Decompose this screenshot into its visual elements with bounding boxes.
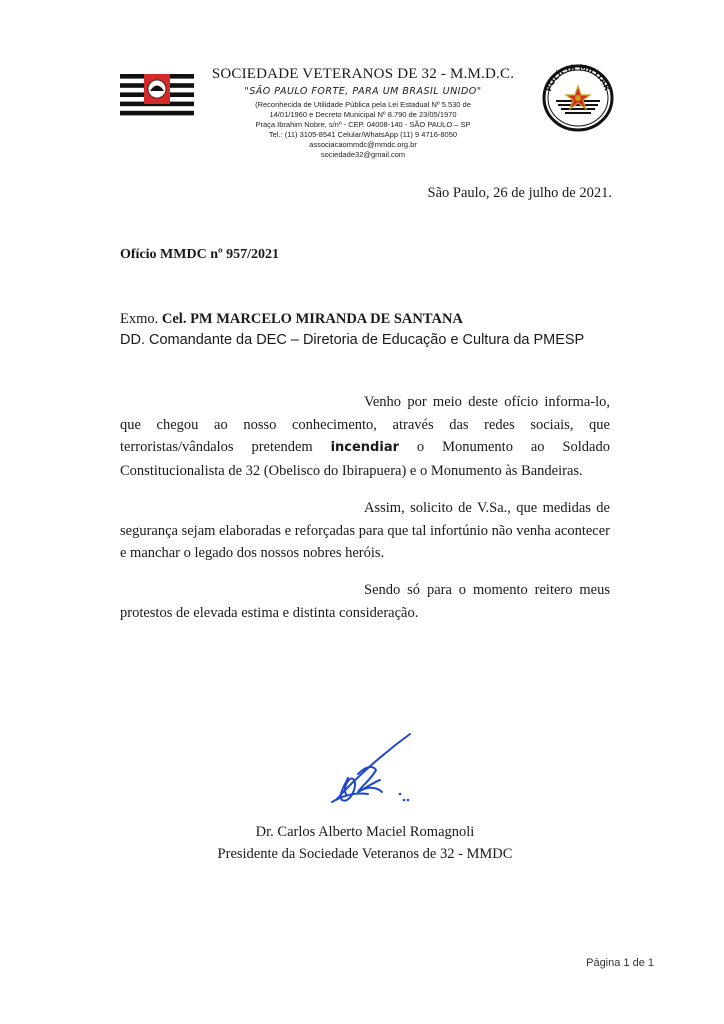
handwritten-signature: [318, 730, 418, 810]
oficio-number: Ofício MMDC nº 957/2021: [120, 247, 279, 262]
recipient-name: Cel. PM MARCELO MIRANDA DE SANTANA: [161, 311, 463, 327]
body-paragraph-3: [120, 579, 610, 624]
body-text: Assim, solicito de V.Sa., que medidas de segurança sejam elaboradas e reforçadas para que tal infortúnio não venha acontecer e manchar o legado dos nossos nobres heróis.: [120, 500, 610, 561]
sao-paulo-flag-logo: [120, 74, 194, 120]
recipient-line: [120, 311, 463, 328]
body-text: Venho por meio deste ofício informa-lo, que chegou ao nosso conhecimento, através das redes sociais, que terroristas/vândalos pretendem: [120, 394, 610, 455]
body-text: Sendo só para o momento reitero meus protestos de elevada estima e distinta consideração.: [120, 582, 610, 621]
letterhead-email: associacaommdc@mmdc.org.br: [309, 140, 417, 149]
body-paragraph-1: [120, 391, 610, 482]
letterhead-line: (Reconhecida de Utilidade Pública pela Lei Estadual Nº 5.530 de: [255, 100, 471, 109]
body-paragraph-2: [120, 497, 610, 565]
recipient-role: DD. Comandante da DEC – Diretoria de Educação e Cultura da PMESP: [120, 332, 585, 348]
letterhead-phone: Tel.: (11) 3105-8541 Celular/WhatsApp (11) 9 4716-8050: [268, 130, 458, 139]
letterhead-title: SOCIEDADE VETERANOS DE 32 - M.M.D.C.: [211, 66, 515, 82]
page-number: Página 1 de 1: [586, 957, 654, 969]
letterhead-motto: "SÃO PAULO FORTE, PARA UM BRASIL UNIDO": [244, 86, 482, 97]
emphasis-text: incendiar: [330, 440, 399, 455]
date-line: São Paulo, 26 de julho de 2021.: [427, 185, 612, 201]
letterhead-line: 14/01/1960 e Decreto Municipal Nº 8.790 de 23/05/1970: [269, 110, 457, 119]
recipient-prefix: Exmo.: [120, 311, 162, 327]
body-text: o Monumento ao Soldado Constitucionalista de 32 (Obelisco do Ibirapuera) e o Monumento às Bandeiras.: [120, 439, 610, 479]
letterhead-email: sociedade32@gmail.com: [320, 150, 406, 159]
signatory-title: Presidente da Sociedade Veteranos de 32 - MMDC: [217, 846, 513, 862]
signatory-name: Dr. Carlos Alberto Maciel Romagnoli: [255, 824, 475, 840]
seal-text: POLÍCIA MILITAR: [543, 62, 612, 93]
letterhead-address: Praça Ibrahim Nobre, s/nº - CEP. 04008-140 - SÃO PAULO – SP: [255, 120, 471, 129]
policia-militar-seal-logo: [540, 62, 616, 134]
